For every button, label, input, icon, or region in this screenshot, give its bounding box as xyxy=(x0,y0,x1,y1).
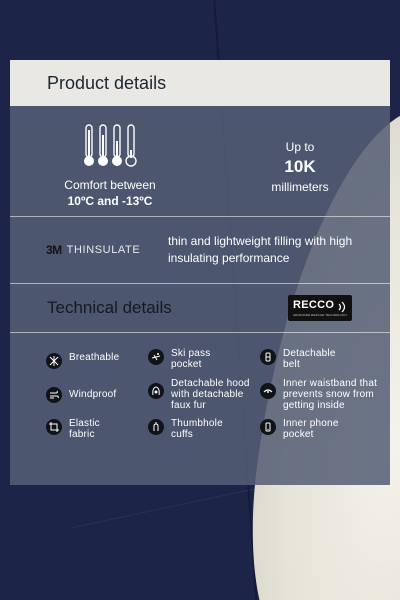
recco-signal-icon xyxy=(337,301,347,313)
phone-icon xyxy=(260,419,276,435)
feature-item xyxy=(46,353,146,369)
feature-label: Windproof xyxy=(69,389,117,400)
stretch-icon xyxy=(46,419,62,435)
ski-pass-icon xyxy=(148,349,164,365)
thermometer-mid-icon xyxy=(111,124,123,168)
feature-label: Breathable xyxy=(69,352,120,363)
technical-details-title: Technical details xyxy=(47,298,172,317)
thinsulate-wordmark: THINSULATE xyxy=(66,244,141,256)
thinsulate-section xyxy=(10,217,390,283)
feature-item xyxy=(148,419,248,441)
feature-item xyxy=(46,387,146,403)
feature-label: Ski pass pocket xyxy=(171,348,211,370)
thinsulate-description: thin and lightweight filling with high insulating performance xyxy=(168,233,353,265)
technical-details-header xyxy=(10,284,390,332)
feature-label: Inner phone pocket xyxy=(283,418,339,440)
thermometer-icons xyxy=(83,124,137,168)
feature-item xyxy=(260,379,385,411)
feature-item xyxy=(260,349,360,371)
waterproof-prefix: Up to xyxy=(285,140,315,154)
waterproof-unit: millimeters xyxy=(271,180,329,194)
feature-label: Inner waistband that prevents snow from getting inside xyxy=(283,378,378,411)
feature-label: Detachable belt xyxy=(283,348,336,370)
3m-logo: 3M xyxy=(46,243,62,257)
thinsulate-logo xyxy=(10,243,158,257)
feature-label: Elastic fabric xyxy=(69,418,100,440)
feature-item xyxy=(46,419,146,441)
product-details-header xyxy=(10,60,390,106)
temperature-block xyxy=(10,106,210,216)
recco-tagline: ADVANCED RESCUE TECHNOLOGY xyxy=(293,313,348,317)
thermometer-low-icon xyxy=(125,124,137,168)
belt-icon xyxy=(260,349,276,365)
recco-wordmark: RECCO xyxy=(293,299,335,311)
feature-label: Thumbhole cuffs xyxy=(171,418,223,440)
recco-logo xyxy=(288,295,352,321)
waterproof-value: 10K xyxy=(284,157,316,176)
feature-label: Detachable hood with detachable faux fur xyxy=(171,378,250,411)
product-info-card xyxy=(10,60,390,485)
thumbhole-icon xyxy=(148,419,164,435)
waistband-icon xyxy=(260,383,276,399)
breathable-icon xyxy=(46,353,62,369)
feature-item xyxy=(260,419,360,441)
features-grid xyxy=(10,333,390,483)
feature-item xyxy=(148,349,248,371)
product-details-title: Product details xyxy=(47,72,167,93)
comfort-label: Comfort between xyxy=(64,178,156,192)
thermometer-full-icon xyxy=(83,124,95,168)
waterproof-block xyxy=(210,106,390,216)
feature-item xyxy=(148,379,260,411)
comfort-range: 10ºC and -13ºC xyxy=(67,194,153,208)
wind-icon xyxy=(46,387,62,403)
thermometer-high-icon xyxy=(97,124,109,168)
comfort-section xyxy=(10,106,390,216)
hood-icon xyxy=(148,383,164,399)
